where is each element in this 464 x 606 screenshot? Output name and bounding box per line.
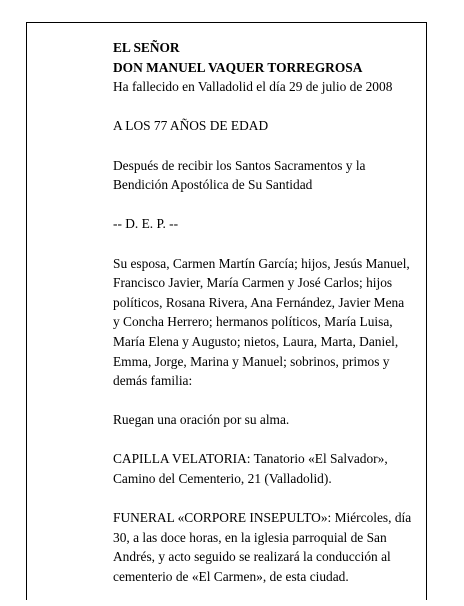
funeral-line: 30, a las doce horas, en la iglesia parroquial de San bbox=[113, 529, 387, 545]
family-line: María Elena y Augusto; nietos, Laura, Marta, Daniel, bbox=[113, 333, 399, 349]
funeral-line: cementerio de «El Carmen», de esta ciudad. bbox=[113, 569, 349, 585]
chapel-line: Camino del Cementerio, 21 (Valladolid). bbox=[113, 471, 332, 487]
family-line: Su esposa, Carmen Martín García; hijos, Jesús Manuel, bbox=[113, 255, 410, 271]
age-line: A LOS 77 AÑOS DE EDAD bbox=[113, 118, 269, 134]
family-line: Francisco Javier, María Carmen y José Carlos; hijos bbox=[113, 275, 393, 291]
chapel-paragraph bbox=[113, 449, 413, 488]
family-line: demás familia: bbox=[113, 373, 193, 389]
funeral-paragraph bbox=[113, 508, 413, 586]
page-border-left bbox=[26, 22, 27, 600]
chapel-line: CAPILLA VELATORIA: Tanatorio «El Salvador», bbox=[113, 451, 388, 467]
family-paragraph bbox=[113, 254, 413, 391]
page-border-top bbox=[26, 22, 427, 23]
sacraments-paragraph bbox=[113, 156, 413, 195]
obituary-notice bbox=[113, 38, 413, 606]
family-line: Emma, Jorge, Marina y Manuel; sobrinos, primos y bbox=[113, 353, 390, 369]
sacraments-line: Después de recibir los Santos Sacramentos y la bbox=[113, 157, 366, 173]
death-date-line: Ha fallecido en Valladolid el día 29 de julio de 2008 bbox=[113, 79, 393, 95]
title-line: EL SEÑOR bbox=[113, 40, 180, 55]
family-line: y Concha Herrero; hermanos políticos, María Luisa, bbox=[113, 314, 393, 330]
funeral-line: FUNERAL «CORPORE INSEPULTO»: Miércoles, día bbox=[113, 510, 412, 526]
prayer-line: Ruegan una oración por su alma. bbox=[113, 412, 290, 428]
funeral-line: Andrés, y acto seguido se realizará la conducción al bbox=[113, 549, 391, 565]
sacraments-line: Bendición Apostólica de Su Santidad bbox=[113, 177, 313, 193]
rip-line: -- D. E. P. -- bbox=[113, 216, 179, 232]
family-line: políticos, Rosana Rivera, Ana Fernández, Javier Mena bbox=[113, 294, 405, 310]
deceased-name: DON MANUEL VAQUER TORREGROSA bbox=[113, 59, 363, 75]
header-block bbox=[113, 38, 413, 97]
page-border-right bbox=[426, 22, 427, 600]
